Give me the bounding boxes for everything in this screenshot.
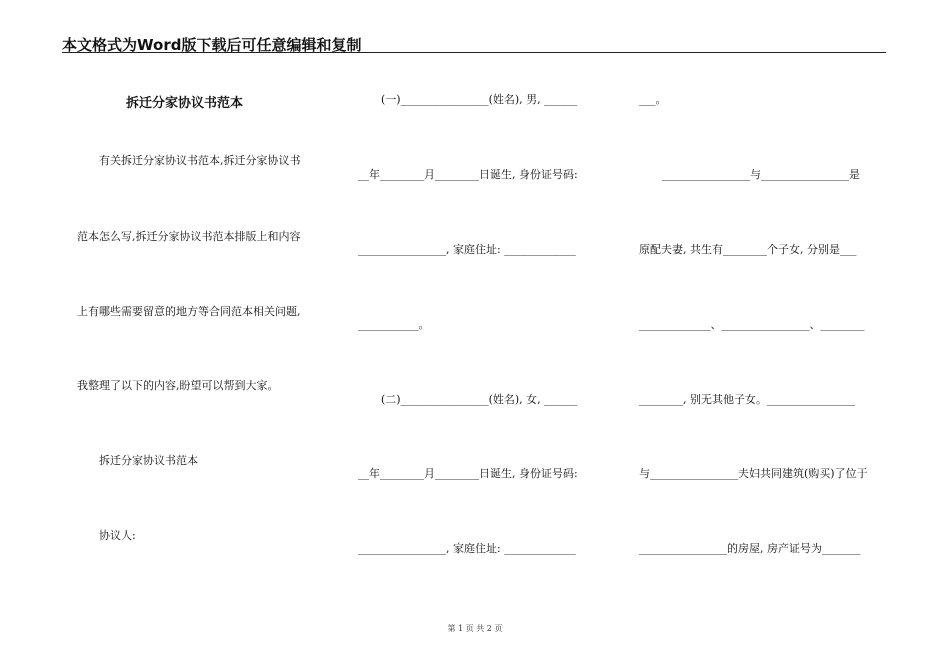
- col3-line-4: _____________、________________、________: [639, 318, 865, 331]
- page-header: 本文格式为Word版下载后可任意编辑和复制: [62, 36, 362, 54]
- col3-line-2: ________________与________________是: [662, 168, 860, 181]
- col2-line-5: (二)________________(姓名), 女, ______: [381, 393, 578, 406]
- col2-line-7: ________________, 家庭住址: _____________: [358, 542, 576, 555]
- col3-line-7: ________________的房屋, 房产证号为_______: [639, 542, 861, 555]
- col1-line-3: 上有哪些需要留意的地方等合同范本相关问题,: [77, 305, 301, 318]
- col1-subtitle: 拆迁分家协议书范本: [99, 454, 198, 467]
- col1-line-1: 有关拆迁分家协议书范本,拆迁分家协议书: [99, 154, 301, 167]
- col2-line-6: __年________月________日诞生, 身份证号码:: [358, 467, 578, 480]
- col2-line-4: ___________。: [358, 318, 430, 331]
- header-rule: [62, 52, 886, 53]
- col2-line-2: __年________月________日诞生, 身份证号码:: [358, 168, 578, 181]
- col3-line-6: 与________________夫妇共同建筑(购买)了位于: [639, 467, 868, 480]
- col3-line-5: ________, 别无其他子女。________________: [639, 393, 855, 406]
- col1-line-2: 范本怎么写,拆迁分家协议书范本排版上和内容: [77, 230, 301, 243]
- col3-line-3: 原配夫妻, 共生有________个子女, 分别是___: [639, 243, 857, 256]
- doc-title: 拆迁分家协议书范本: [126, 96, 244, 111]
- col1-line-4: 我整理了以下的内容,盼望可以帮到大家。: [77, 379, 279, 392]
- col2-line-3: ________________, 家庭住址: _____________: [358, 243, 576, 256]
- page-footer: 第 1 页 共 2 页: [447, 624, 503, 633]
- col2-line-1: (一)________________(姓名), 男, ______: [381, 93, 578, 106]
- col3-line-1: ___。: [639, 93, 667, 106]
- col1-parties: 协议人:: [99, 529, 136, 542]
